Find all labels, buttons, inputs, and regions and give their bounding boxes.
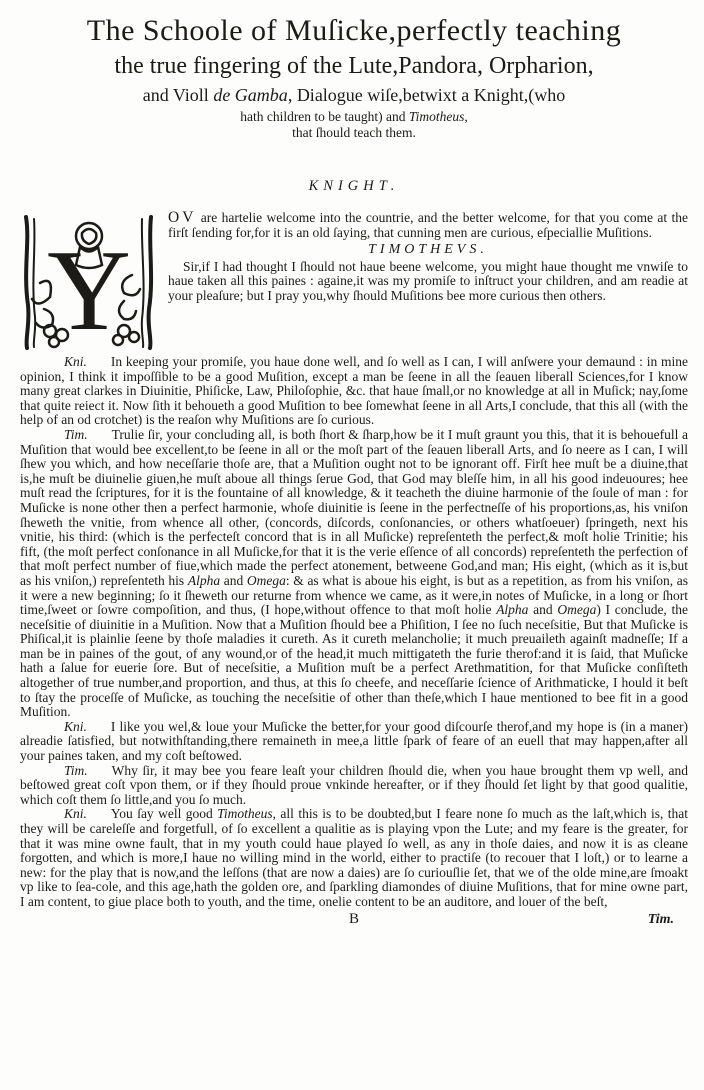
dialogue-body — [20, 211, 688, 910]
page-footer — [20, 911, 688, 933]
title-line-1: The Schoole of Muſicke,perfectly teaching — [86, 14, 622, 47]
title-line-4: hath children to be taught) and Timotheus, — [240, 109, 468, 124]
speaker-label: Tim. — [64, 762, 88, 778]
paragraph-knight-4 — [20, 807, 688, 909]
catchword: Tim. — [647, 911, 674, 927]
dropcap-woodcut-initial — [20, 213, 158, 352]
signature-mark: B — [348, 910, 359, 927]
speaker-label: Kni. — [64, 806, 87, 822]
speech-text: Trulie ſir, your concluding all, is both ſhort & ſharp,how be it I muſt graunt you this, that it is behouefull a Muſition that would bee excellent,to be ſeene in all or the moſt part of the ſeauen liberall Arts, and ſo neere as I can, I will ſhew you which, and how neceſſarie thoſe are, that a Muſition ought not to be ignorant off. Firſt hee muſt be a diuine,that is,he muſt be diuinelie giuen,he muſt aboue all things ſerue God, that God may bleſſe him, in all his good indeuoures; hee muſt read the ſcriptures, for it is the fountaine of all knowledge, & it teacheth the diuine harmonie of the ſoule of man : for Muſicke is none other then a perfect harmonie, whoſe diuinitie is ſeene in the perfectneſſe of his proportions,as, his vniſon ſheweth the vnitie, from whence all other, (concords, diſcords, conſonancies, or others whatſoeuer) ſpringeth, next his vnitie, his third: (which is the perfecteſt concord that is in all Muſicke) repreſenteth the perfect,& moſt holie Trinitie; his fift, (the moſt perfect conſonance in all Muſicke,for that it is the verie eſſence of all concords) repreſenteth the perfection of that moſt perfect number of fiue,which made the perfect atonement, betweene God,and man; His eight, (which as it is,but as his vniſon,) repreſenteth his Alpha and Omega: & as what is aboue his eight, is but as a repetition, as from his vniſon, as it were a new beginning; ſo it ſheweth our returne from whence we came, as it were,in notes of Muſicke, in a long or ſhort time,ſweet or ſowre compoſition, and thus, (I hope,without offence to that moſt holie Alpha and Omega) I conclude, the neceſsitie of diuinitie in a Muſition. Now that a Muſition ſhould bee a Phiſition, I ſee no ſuch neceſsitie, But that Muſicke is Phiſical,it is plainlie ſeene by thoſe maladies it cureth. As it cureth melancholie; it much preuaileth againſt madneſſe; If a man be in paines of the gout, of any wound,or of the head,it much mittigateth the furie therof:and it is ſaid, that Muſicke hath a ſalue for euerie ſore. But of neceſsitie, a Muſition muſt be a perfect Arethmatition, for that Muſicke conſiſteth altogether of true number,and proportion, and thus, at this ſo cheefe, and neceſſarie ſcience of Arithmaticke, I hould it beſt to ſtay the proceſſe of Muſicke, as touching the neceſsitie of other than theſe,which I haue mentioned to bee fit in a good Muſition. — [20, 426, 688, 720]
paragraph-knight-opening: OV are hartelie welcome into the countrie, and the better welcome, for that you come at the firſt ſending for,for it is an old ſaying, that cunning men are curious, eſpeciallie Muſitions. — [168, 209, 688, 240]
title-line-5: that ſhould teach them. — [292, 125, 416, 140]
heading-timotheus: TIMOTHEVS. — [368, 242, 488, 258]
paragraph-timotheus-reply: Sir,if I had thought I ſhould not haue beene welcome, you might haue thought me vnwiſe to haue taken all this paines : againe,it was my promiſe to inſtruct your children, and am readie at your pleaſure; but I pray you,why ſhould Muſitions bee more curious then others. — [168, 258, 688, 303]
title-block — [20, 13, 688, 141]
title-line-2: the true fingering of the Lute,Pandora, Orpharion, — [114, 53, 594, 79]
speaker-label: Kni. — [64, 718, 87, 734]
paragraph-knight-3 — [20, 720, 688, 764]
title-line-3: and Violl de Gamba, Dialogue wiſe,betwixt a Knight,(who — [142, 85, 566, 105]
speaker-label: Tim. — [64, 426, 88, 442]
paragraph-timotheus-3 — [20, 764, 688, 808]
speech-text: I like you wel,& loue your Muſicke the better,for your good diſcourſe therof,and my hope is (in a maner) alreadie ſatisfied, but notwithſtanding,there remaineth in mee,a little ſpark of feare of an euell that may happen,after all your paines taken, and my coſt beſtowed. — [20, 718, 688, 764]
speech-text: In keeping your promiſe, you haue done well, and ſo well as I can, I will anſwere your demaund : in mine opinion, I think it impoſſible to be a good Muſition, except a man be ſeene in all the ſeauen liberall Sciences,for I know many great clarkes in Diuinitie, Phiſicke, Law, Philoſophie, &c. that haue ſmall,or no knowledge at all in Muſick; nay,ſome that quite reiect it. Now ſith it behoueth a good Muſition to bee ſomewhat ſeene in all Arts,I conclude, that this all (with the help of an od crotchet) is the reaſon why Muſitions are ſo curious. — [20, 354, 688, 428]
woodcut-ornament-icon — [20, 213, 158, 352]
speech-text: You ſay well good Timotheus, all this is to be doubted,but I feare none ſo much as the laſt,which is, that they will be careleſſe and forgetfull, of ſo excellent a qualitie as is playing vpon the Lute; and my feare is the greater, for that it was mine owne fault, that in my youth could haue played ſo well, as any in thoſe daies, and now it is as cleane forgotten, and which is more,I haue no willing mind in the world, either to practiſe (to recouer that I loſt,) or to learne a new: for the play that is now,and the leſſons (that are now a daies) are ſo curiouſlie ſet, that we of the olde mine,are ſmoakt vp like to ſea-cole, and this age,hath the golden ore, and ſparkling diamondes of diuine Muſitions, that for mine owne part, I am content, to giue place both to youth, and the time, onelie content to be an auditore, and louer of the beſt, — [20, 806, 688, 909]
paragraph-timotheus-2 — [20, 428, 688, 720]
dropcap-letter: Y — [47, 227, 131, 352]
speech-text: Why ſir, it may bee you feare leaſt your children ſhould die, when you haue brought them vp well, and beſtowed great coſt vpon them, or if they ſhould proue vnkinde hereafter, or if they ſhould ſet light by that good qualitie, which coſt them ſo little,and you ſo much. — [20, 762, 688, 807]
speaker-label: Kni. — [64, 354, 87, 369]
paragraph-knight-2 — [20, 355, 688, 428]
heading-knight: KNIGHT. — [308, 178, 400, 194]
